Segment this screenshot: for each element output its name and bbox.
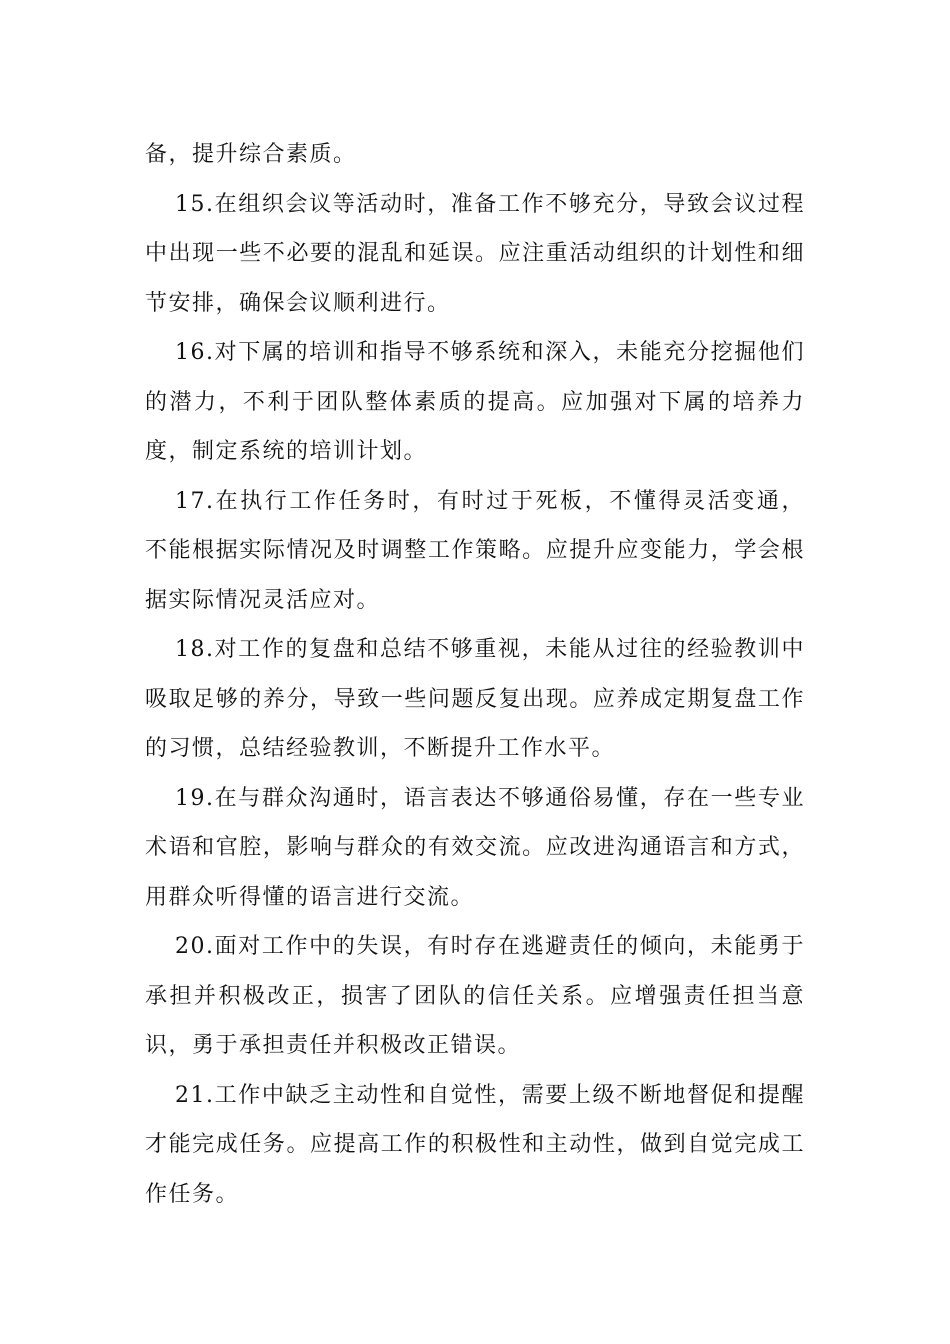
- paragraph-item-16: 16.对下属的培训和指导不够系统和深入，未能充分挖掘他们的潜力，不利于团队整体素质的提高。应加强对下属的培养力度，制定系统的培训计划。: [145, 340, 805, 464]
- paragraph-item-21: 21.工作中缺乏主动性和自觉性，需要上级不断地督促和提醒才能完成任务。应提高工作的积极性和主动性，做到自觉完成工作任务。: [145, 1082, 805, 1207]
- document-body: [145, 130, 805, 1219]
- paragraph-item-20: 20.面对工作中的失误，有时存在逃避责任的倾向，未能勇于承担并积极改正，损害了团队的信任关系。应增强责任担当意识，勇于承担责任并积极改正错误。: [145, 934, 805, 1058]
- paragraph-item-17: 17.在执行工作任务时，有时过于死板，不懂得灵活变通， 不能根据实际情况及时调整工作策略。应提升应变能力，学会根据实际情况灵活应对。: [145, 488, 805, 613]
- paragraph-item-18: 18.对工作的复盘和总结不够重视，未能从过往的经验教训中吸取足够的养分，导致一些问题反复出现。应养成定期复盘工作的习惯，总结经验教训，不断提升工作水平。: [145, 637, 805, 761]
- paragraph-item-19: 19.在与群众沟通时，语言表达不够通俗易懂，存在一些专业术语和官腔，影响与群众的有效交流。应改进沟通语言和方式， 用群众听得懂的语言进行交流。: [145, 785, 805, 910]
- paragraph-item-15: 15.在组织会议等活动时，准备工作不够充分，导致会议过程中出现一些不必要的混乱和延误。应注重活动组织的计划性和细节安排，确保会议顺利进行。: [145, 191, 805, 316]
- paragraph-continuation: 备，提升综合素质。: [145, 142, 357, 167]
